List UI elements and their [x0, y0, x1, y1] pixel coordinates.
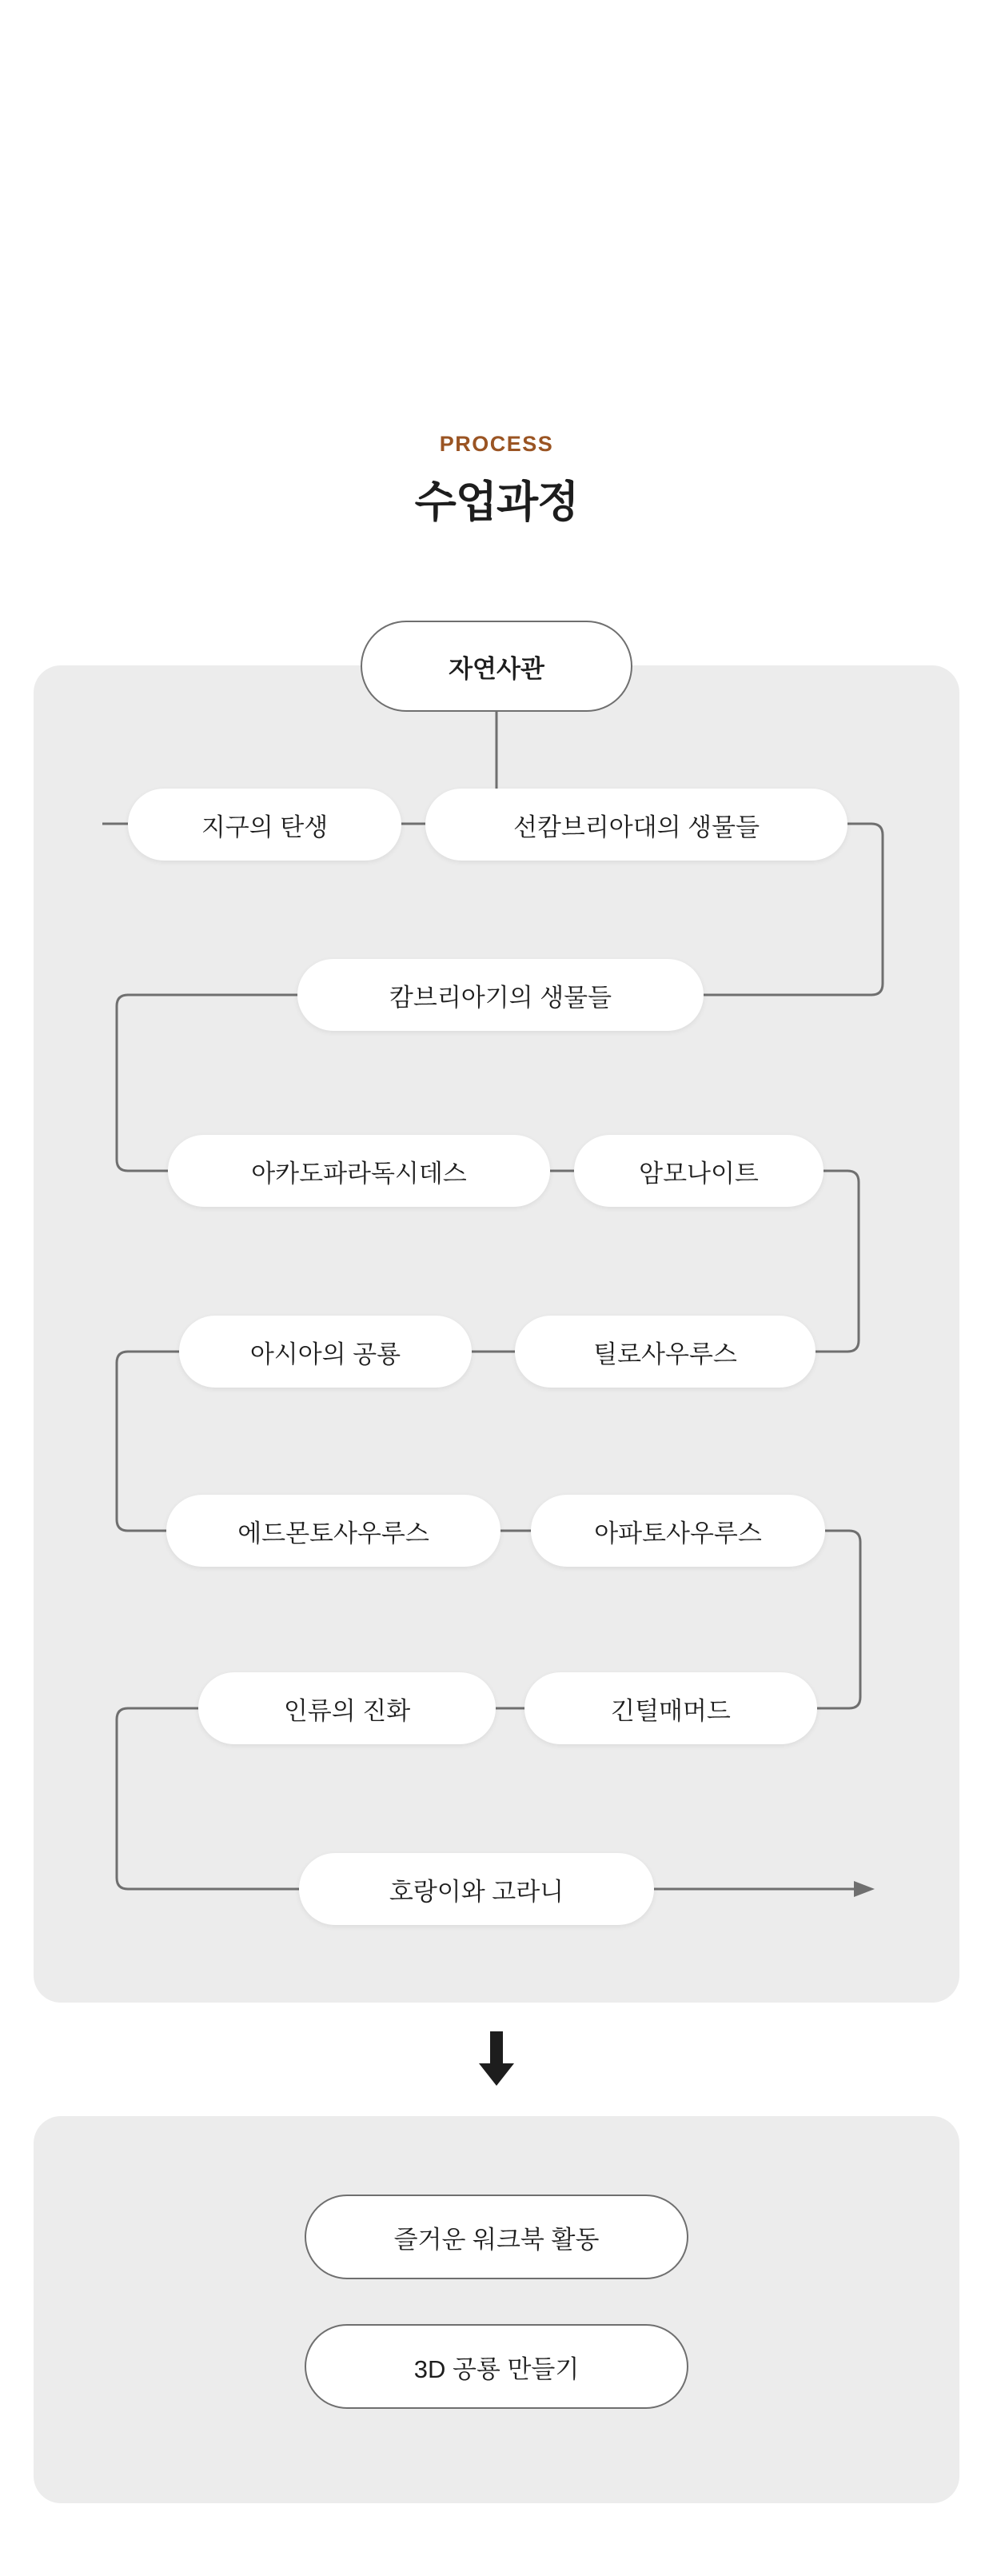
node-label: 지구의 탄생 — [201, 813, 329, 841]
page-header — [0, 432, 993, 529]
node-label: 인류의 진화 — [283, 1696, 411, 1725]
node-step-11[interactable] — [524, 1672, 817, 1744]
node-step-5[interactable] — [574, 1135, 824, 1207]
eyebrow-label: PROCESS — [439, 432, 554, 456]
node-activity-2[interactable] — [305, 2324, 688, 2409]
activity-panel — [34, 2116, 959, 2503]
node-label: 캄브리아기의 생물들 — [389, 983, 612, 1012]
node-label: 선캄브리아대의 생물들 — [512, 813, 760, 841]
node-step-7[interactable] — [515, 1316, 816, 1388]
node-label: 자연사관 — [449, 654, 544, 683]
node-label: 호랑이와 고라니 — [389, 1877, 564, 1906]
node-label: 에드몬토사우루스 — [237, 1519, 429, 1548]
node-step-3[interactable] — [297, 959, 704, 1031]
node-label: 암모나이트 — [639, 1159, 759, 1188]
node-activity-1[interactable] — [305, 2195, 688, 2279]
node-label: 아카도파라독시데스 — [251, 1159, 467, 1188]
node-label: 아파토사우루스 — [594, 1519, 762, 1548]
node-step-4[interactable] — [168, 1135, 550, 1207]
node-step-1[interactable] — [128, 789, 401, 861]
node-label: 틸로사우루스 — [593, 1340, 737, 1368]
node-label: 아시아의 공룡 — [249, 1340, 401, 1368]
node-step-6[interactable] — [179, 1316, 472, 1388]
node-label: 긴털매머드 — [611, 1696, 731, 1725]
node-label: 3D 공룡 만들기 — [413, 2354, 580, 2383]
node-natural-history-hall[interactable] — [361, 621, 632, 712]
page-title: 수업과정 — [414, 478, 579, 526]
node-step-8[interactable] — [166, 1495, 500, 1567]
node-step-2[interactable] — [425, 789, 847, 861]
node-label: 즐거운 워크북 활동 — [393, 2225, 600, 2254]
main-flow-panel — [34, 665, 959, 2003]
node-step-10[interactable] — [198, 1672, 496, 1744]
node-step-12[interactable] — [299, 1853, 654, 1925]
down-arrow-icon — [477, 2031, 516, 2087]
node-step-9[interactable] — [531, 1495, 825, 1567]
